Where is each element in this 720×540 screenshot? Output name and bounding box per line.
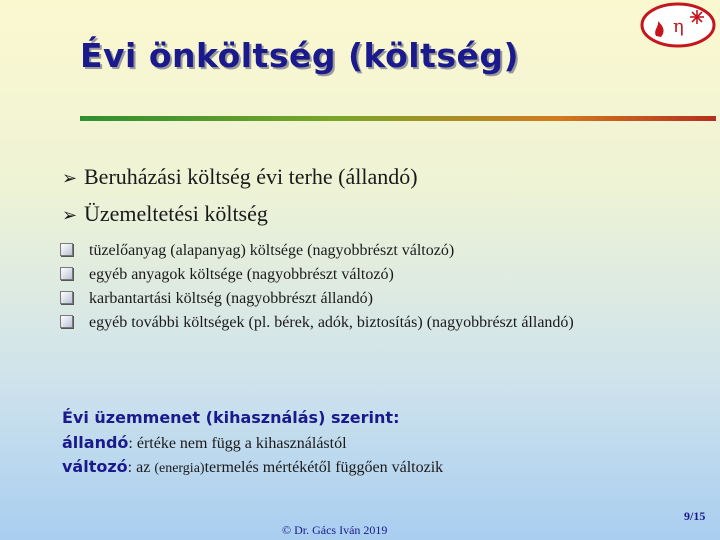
logo-icon	[640, 2, 716, 48]
main-bullet-list	[62, 162, 418, 236]
note-text: termelés mértékétől függően változik	[204, 459, 444, 476]
note-line-variable	[62, 455, 662, 479]
main-list-item	[62, 162, 418, 199]
main-item-label: Beruházási költség évi terhe (állandó)	[84, 164, 418, 189]
box-bullet-icon	[60, 267, 73, 280]
note-line-fixed	[62, 431, 662, 455]
sub-item-label: tüzelőanyag (alapanyag) költsége (nagyobbrészt változó)	[89, 242, 455, 259]
arrow-bullet-icon: ➢	[62, 205, 78, 226]
box-bullet-icon	[60, 315, 73, 328]
sub-item-label: karbantartási költség (nagyobbrészt állandó)	[89, 290, 373, 307]
sub-list-item	[60, 240, 660, 262]
sub-item-label: egyéb anyagok költsége (nagyobbrészt változó)	[89, 266, 394, 283]
note-heading: Évi üzemmenet (kihasználás) szerint:	[62, 408, 400, 427]
title-divider	[80, 116, 716, 121]
eta-glyph: η	[673, 16, 684, 37]
sub-list-item	[60, 288, 660, 310]
box-bullet-icon	[60, 291, 73, 304]
page-number: 9/15	[684, 509, 706, 523]
box-bullet-icon	[60, 243, 73, 256]
sub-item-label: egyéb további költségek (pl. bérek, adók, biztosítás) (nagyobbrészt állandó)	[89, 314, 574, 331]
arrow-bullet-icon: ➢	[62, 168, 78, 189]
sub-list-item	[60, 312, 660, 334]
usage-note	[62, 404, 662, 479]
keyword-fixed: állandó	[62, 433, 129, 452]
snowflake-icon	[690, 10, 704, 24]
page-title: Évi önköltség (költség)	[80, 36, 520, 75]
keyword-variable: változó	[62, 457, 128, 476]
footer-copyright: © Dr. Gács Iván 2019	[282, 523, 388, 537]
note-text: : az	[127, 459, 155, 476]
note-small-text: (energia)	[154, 461, 205, 476]
main-item-label: Üzemeltetési költség	[84, 201, 268, 226]
main-list-item	[62, 199, 418, 236]
sub-list-item	[60, 264, 660, 286]
sub-bullet-list	[60, 240, 660, 336]
note-text: : értéke nem függ a kihasználástól	[128, 435, 347, 452]
